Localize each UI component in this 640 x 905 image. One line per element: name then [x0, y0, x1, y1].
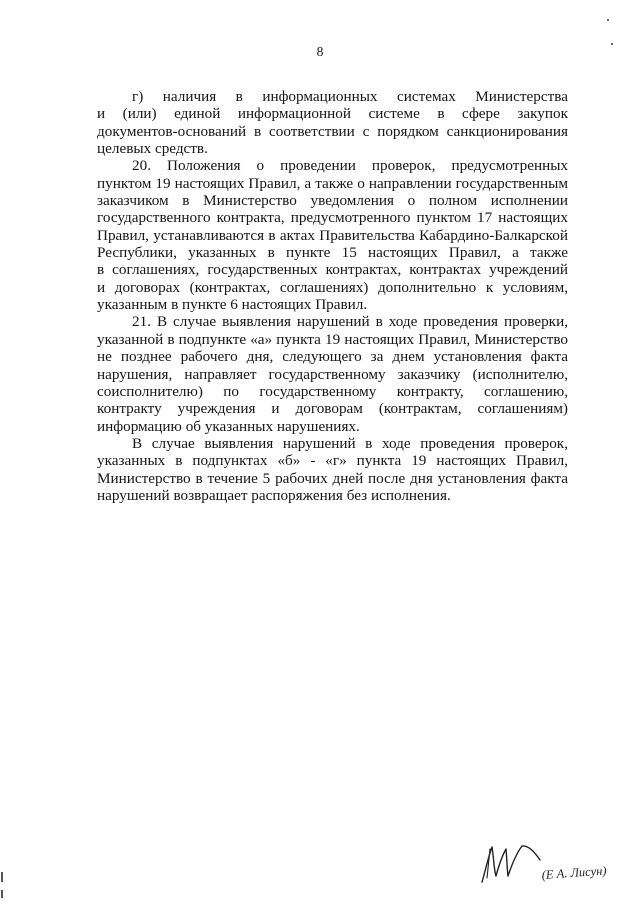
line-row: [132, 88, 568, 105]
line-row: [97, 227, 568, 244]
text-line: В случае выявления нарушений в ходе проведения проверок,: [132, 434, 568, 452]
text-line: 21. В случае выявления нарушений в ходе проведения проверки,: [132, 313, 568, 331]
text-line: Министерство в течение 5 рабочих дней после дня установления факта: [97, 469, 568, 487]
scan-speck: [607, 19, 609, 21]
line-row: [97, 400, 568, 417]
line-row: [97, 192, 568, 209]
line-row: [97, 105, 568, 122]
line-row: [97, 487, 568, 504]
line-row: [97, 261, 568, 278]
paragraph-1: [97, 88, 568, 157]
document-body: [97, 88, 568, 504]
line-row: [132, 435, 568, 452]
text-line: пунктом 19 настоящих Правил, а также о направлении государственным: [97, 174, 568, 192]
signature-name-text: (Е А. Лисун): [541, 863, 607, 882]
text-line: нарушения, направляет государственному заказчику (исполнителю,: [97, 365, 568, 383]
line-row: [97, 418, 568, 435]
text-line: заказчиком в Министерство уведомления о полном исполнении: [97, 192, 568, 210]
line-row: [97, 331, 568, 348]
text-line: информацию об указанных нарушениях.: [97, 417, 360, 435]
text-line: Правил, устанавливаются в актах Правительства Кабардино-Балкарской: [97, 226, 568, 244]
line-row: [97, 140, 568, 157]
text-line: соисполнителю) по государственному контракту, соглашению,: [97, 382, 568, 400]
text-line: и (или) единой информационной системе в сфере закупок: [97, 105, 568, 123]
text-line: нарушений возвращает распоряжения без исполнения.: [97, 486, 451, 504]
line-row: [97, 123, 568, 140]
text-line: указанной в подпункте «а» пункта 19 настоящих Правил, Министерство: [97, 330, 568, 348]
text-line: целевых средств.: [97, 140, 208, 158]
line-row: [132, 313, 568, 330]
line-row: [97, 366, 568, 383]
text-line: и договорах (контрактах, соглашениях) дополнительно к условиям,: [97, 278, 568, 296]
text-line: не позднее рабочего дня, следующего за днем установления факта: [97, 348, 568, 366]
line-row: [97, 279, 568, 296]
text-line: государственного контракта, предусмотренного пунктом 17 настоящих: [97, 209, 568, 227]
paragraph-4: [97, 435, 568, 504]
text-line: указанных в подпунктах «б» - «г» пункта 19 настоящих Правил,: [97, 452, 568, 470]
text-line: г) наличия в информационных системах Министерства: [132, 88, 568, 105]
line-row: [97, 452, 568, 469]
signature-scribble: [482, 846, 540, 882]
scan-edge-mark: [1, 872, 3, 882]
line-row: [97, 175, 568, 192]
text-line: в соглашениях, государственных контрактах, контрактах учреждений: [97, 261, 568, 279]
paragraph-3: [97, 313, 568, 434]
handwritten-signature: [470, 832, 630, 892]
text-line: контракту учреждения и договорам (контрактам, соглашениям): [97, 400, 568, 418]
line-row: [97, 383, 568, 400]
page-number: 8: [316, 44, 324, 59]
text-line: документов-оснований в соответствии с порядком санкционирования: [97, 122, 568, 140]
scan-edge-mark: [1, 890, 3, 898]
line-row: [97, 209, 568, 226]
text-line: Республики, указанных в пункте 15 настоящих Правил, а также: [97, 244, 568, 262]
text-line: указанным в пункте 6 настоящих Правил.: [97, 296, 368, 314]
line-row: [97, 470, 568, 487]
line-row: [97, 296, 568, 313]
text-line: 20. Положения о проведении проверок, предусмотренных: [132, 157, 568, 175]
paragraph-2: [97, 157, 568, 313]
line-row: [97, 244, 568, 261]
line-row: [97, 348, 568, 365]
line-row: [132, 157, 568, 174]
